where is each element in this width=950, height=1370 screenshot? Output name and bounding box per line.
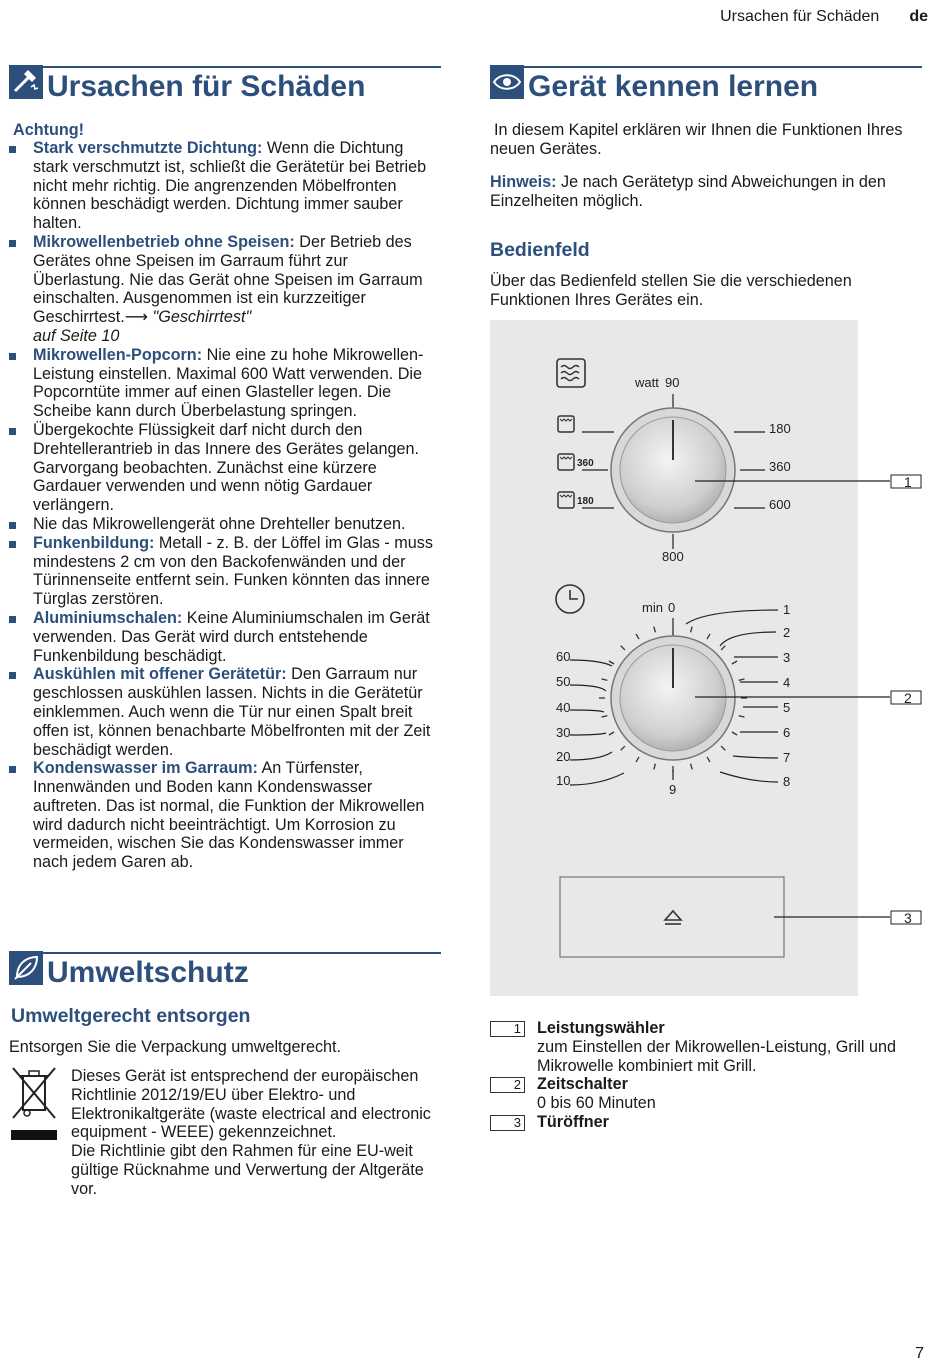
power-360-label: 360 <box>769 459 791 474</box>
list-item: Kondenswasser im Garraum: An Türfenster, Innenwänden und Boden kann Kondenswasser auftreten. Das ist normal, die Funktion der Mikrowellen wird dadurch nicht beeinträchtigt. Um Korrosion zu vermeiden, wischen Sie das Kondenswasser immer nach jedem Garen ab. <box>9 759 441 872</box>
timer-zero-label: 0 <box>668 600 676 615</box>
power-90-label: 90 <box>665 375 680 390</box>
clock-icon <box>556 585 584 613</box>
microwave-mode-icon <box>557 359 585 387</box>
list-item: Übergekochte Flüssigkeit darf nicht durch den Drehtellerantrieb in das Innere des Gerätes gelangen. Garvorgang beobachten. Zunächst eine kürzere Gardauer verwenden und wenn nötig Gardauer verlängern. <box>9 421 441 515</box>
timer-label: 20 <box>556 749 571 764</box>
device-note: Hinweis: Je nach Gerätetyp sind Abweichungen in den Einzelheiten möglich. <box>490 173 886 210</box>
panel-legend <box>490 1019 922 1132</box>
timer-tick <box>739 679 745 681</box>
icon-360-label: 360 <box>577 458 594 469</box>
list-item: Auskühlen mit offener Gerätetür: Den Garraum nur geschlossen auskühlen lassen. Nichts in die Gerätetür einklemmen. Auch wenn die Tür nur einen Spalt breit offen ist, können benachbarte Möbelfronten mit der Zeit beschädigt werden. <box>9 665 441 759</box>
timer-label: 4 <box>783 675 791 690</box>
timer-tick <box>691 764 693 770</box>
timer-tick <box>621 646 625 650</box>
callout-boxes <box>891 474 921 926</box>
list-item: Funkenbildung: Metall - z. B. der Löffel im Glas - muss mindestens 2 cm von den Backofenwänden und der Türinnenseite entfernt sein. Funken könnten das innere Türglas zerstören. <box>9 534 441 609</box>
timer-label: 7 <box>783 750 791 765</box>
environment-title: Umweltschutz <box>47 956 249 989</box>
timer-label: 10 <box>556 773 571 788</box>
timer-label: 60 <box>556 649 571 664</box>
callout-2: 2 <box>904 690 912 706</box>
eye-icon <box>490 65 524 99</box>
icon-180-label: 180 <box>577 496 594 507</box>
legend-title: Leistungswähler <box>537 1019 665 1037</box>
timer-label: 40 <box>556 700 571 715</box>
timer-label: 6 <box>783 725 791 740</box>
timer-tick <box>707 757 710 762</box>
timer-tick <box>609 661 614 664</box>
weee-bin-icon <box>11 1066 57 1144</box>
environment-intro: Entsorgen Sie die Verpackung umweltgerecht. <box>9 1038 342 1056</box>
power-knob[interactable] <box>611 408 735 532</box>
panel-text: Über das Bedienfeld stellen Sie die verschiedenen Funktionen Ihres Gerätes ein. <box>490 272 852 309</box>
timer-label: 30 <box>556 725 571 740</box>
environment-subtitle: Umweltgerecht entsorgen <box>11 1005 251 1027</box>
causes-list <box>9 139 441 872</box>
header-lang: de <box>909 8 928 25</box>
causes-heading <box>9 66 441 102</box>
timer-label: 2 <box>783 625 791 640</box>
grill-microwave-360-icon <box>558 454 574 470</box>
hammer-warning-icon <box>9 65 43 99</box>
causes-list-wrap <box>9 139 441 872</box>
timer-tick <box>721 646 725 650</box>
arrow-icon: ⟶ <box>124 308 148 327</box>
device-intro: In diesem Kapitel erklären wir Ihnen die Funktionen Ihres neuen Gerätes. <box>490 121 903 158</box>
timer-label: 8 <box>783 774 791 789</box>
control-panel-drawing <box>490 320 930 1000</box>
timer-tick <box>691 627 693 633</box>
timer-label: 5 <box>783 700 791 715</box>
timer-tick <box>621 746 625 750</box>
callout-1: 1 <box>904 474 912 490</box>
list-item: Stark verschmutzte Dichtung: Wenn die Dichtung stark verschmutzt ist, schließt die Gerätetür bei Betrieb nicht mehr richtig. Die angrenzenden Möbelfronten können beschädigt werden. Dichtung immer sauber halten. <box>9 139 441 233</box>
timer-left-labels <box>556 649 570 788</box>
panel-title: Bedienfeld <box>490 239 590 261</box>
list-item: Aluminiumschalen: Keine Aluminiumschalen im Gerät verwenden. Das Gerät wird durch entstehende Funkenbildung beschädigt. <box>9 609 441 665</box>
legend-item: 1 Leistungswähler zum Einstellen der Mikrowellen-Leistung, Grill und Mikrowelle kombiniert mit Grill. <box>490 1019 922 1075</box>
header-section: Ursachen für Schäden <box>720 8 880 25</box>
callout-3: 3 <box>904 910 912 926</box>
door-opener-button[interactable] <box>560 877 784 957</box>
list-item: Mikrowellenbetrieb ohne Speisen: Der Betrieb des Gerätes ohne Speisen im Garraum führt zur Überlastung. Nie das Gerät ohne Speisen im Garraum einschalten. Ausgenommen ist ein kurzzeitiger Geschirrtest.⟶ "Geschirrtest" auf Seite 10 <box>9 233 441 346</box>
device-heading <box>490 66 922 102</box>
running-header <box>720 8 928 26</box>
timer-tick <box>636 757 639 762</box>
watt-label: watt <box>635 375 659 390</box>
timer-tick <box>739 716 745 718</box>
timer-tick <box>721 746 725 750</box>
page-number: 7 <box>915 1345 924 1362</box>
legend-item: 3 Türöffner <box>490 1113 922 1132</box>
causes-section <box>13 121 441 140</box>
timer-tick <box>636 634 639 639</box>
legend-title: Türöffner <box>537 1112 609 1131</box>
timer-label: 50 <box>556 674 571 689</box>
timer-label: 1 <box>783 602 791 617</box>
timer-tick <box>602 716 608 718</box>
weee-text: Dieses Gerät ist entsprechend der europäischen Richtlinie 2012/19/EU über Elektro- und Elektronikaltgeräte (waste electrical and electronic equipment - WEEE) gekennzeichnet. Die Richtlinie gibt den Rahmen für eine EU-weit gültige Rücknahme und Verwertung der Altgeräte vor. <box>71 1067 431 1198</box>
power-600-label: 600 <box>769 497 791 512</box>
note-label: Hinweis: <box>490 173 557 191</box>
cross-reference-page: auf Seite 10 <box>33 326 120 345</box>
timer-label: 3 <box>783 650 791 665</box>
timer-tick <box>602 679 608 681</box>
list-item: Mikrowellen-Popcorn: Nie eine zu hohe Mikrowellen-Leistung einstellen. Maximal 600 Watt verwenden. Die Popcorntüte immer auf einen Glasteller legen. Die Scheibe kann durch Überbelastung springen. <box>9 346 441 421</box>
causes-title: Ursachen für Schäden <box>47 70 366 103</box>
timer-tick <box>732 732 737 735</box>
device-title: Gerät kennen lernen <box>528 70 819 103</box>
timer-tick <box>654 764 656 770</box>
grill-icon <box>558 416 574 432</box>
timer-tick <box>732 661 737 664</box>
grill-microwave-180-icon <box>558 492 574 508</box>
timer-tick <box>707 634 710 639</box>
power-180-label: 180 <box>769 421 791 436</box>
timer-label: 9 <box>669 782 677 797</box>
list-item: Nie das Mikrowellengerät ohne Drehteller benutzen. <box>9 515 441 534</box>
power-800-label: 800 <box>662 549 684 564</box>
cross-reference[interactable]: "Geschirrtest" <box>152 308 252 327</box>
leaf-icon <box>9 951 43 985</box>
legend-title: Zeitschalter <box>537 1075 628 1094</box>
legend-item: 2 Zeitschalter 0 bis 60 Minuten <box>490 1075 922 1113</box>
warning-label: Achtung! <box>13 121 85 139</box>
environment-heading <box>9 952 441 988</box>
timer-min-label: min <box>642 600 663 615</box>
legend-desc: 0 bis 60 Minuten <box>537 1094 656 1113</box>
timer-knob[interactable] <box>611 636 735 760</box>
legend-desc: zum Einstellen der Mikrowellen-Leistung, Grill und Mikrowelle kombiniert mit Grill. <box>537 1037 896 1075</box>
timer-tick <box>654 627 656 633</box>
timer-tick <box>609 732 614 735</box>
